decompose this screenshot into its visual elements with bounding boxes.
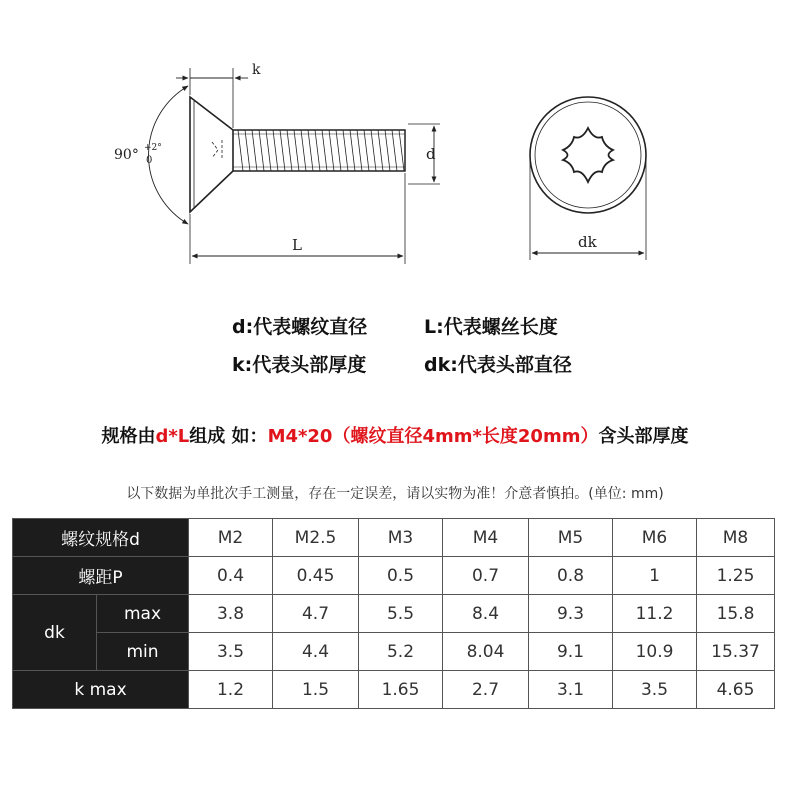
screw-drawing <box>0 0 790 290</box>
k-max-cell: 1.65 <box>359 671 443 709</box>
pitch-cell: 0.4 <box>189 557 273 595</box>
table-row-size <box>13 519 775 557</box>
spec-format: d*L <box>155 426 190 447</box>
dk-min-cell: 10.9 <box>613 633 697 671</box>
pitch-header: 螺距P <box>13 557 189 595</box>
pitch-cell: 0.5 <box>359 557 443 595</box>
dk-max-cell: 11.2 <box>613 595 697 633</box>
table-row-dk-max <box>13 595 775 633</box>
size-cell: M5 <box>529 519 613 557</box>
spec-example: M4*20（螺纹直径4mm*长度20mm） <box>267 426 599 447</box>
spec-suffix: 含头部厚度 <box>598 426 689 447</box>
dk-max-cell: 4.7 <box>273 595 359 633</box>
dk-max-cell: 3.8 <box>189 595 273 633</box>
size-cell: M6 <box>613 519 697 557</box>
angle-tol-plus: +2° <box>144 143 162 153</box>
dk-max-cell: 15.8 <box>697 595 775 633</box>
dk-header: dk <box>13 595 97 671</box>
dim-k-label: k <box>252 62 261 78</box>
screw-head-side <box>190 97 233 212</box>
legend-k: k:代表头部厚度 <box>232 354 367 376</box>
k-max-cell: 4.65 <box>697 671 775 709</box>
dk-min-cell: 5.2 <box>359 633 443 671</box>
dk-max-cell: 9.3 <box>529 595 613 633</box>
size-header: 螺纹规格d <box>13 519 189 557</box>
legend-d: d:代表螺纹直径 <box>232 316 368 338</box>
spec-prefix: 规格由 <box>101 426 156 447</box>
k-max-cell: 1.2 <box>189 671 273 709</box>
legend-dk: dk:代表头部直径 <box>424 354 572 376</box>
spec-table <box>12 518 775 709</box>
pitch-cell: 1 <box>613 557 697 595</box>
pitch-cell: 0.8 <box>529 557 613 595</box>
table-row-dk-min <box>13 633 775 671</box>
dk-min-cell: 4.4 <box>273 633 359 671</box>
table-row-pitch <box>13 557 775 595</box>
k-max-cell: 3.1 <box>529 671 613 709</box>
thread-lines <box>238 130 404 171</box>
dim-L-label: L <box>292 236 302 254</box>
dk-max-cell: 5.5 <box>359 595 443 633</box>
size-cell: M3 <box>359 519 443 557</box>
table-row-k-max <box>13 671 775 709</box>
size-cell: M2 <box>189 519 273 557</box>
dk-min-cell: 8.04 <box>443 633 529 671</box>
dk-min-header: min <box>97 633 189 671</box>
legend-L: L:代表螺丝长度 <box>424 316 558 338</box>
dk-min-cell: 15.37 <box>697 633 775 671</box>
pitch-cell: 0.45 <box>273 557 359 595</box>
angle-label: 90° <box>114 147 139 163</box>
torx-recess-icon <box>563 128 613 182</box>
size-cell: M4 <box>443 519 529 557</box>
spec-line <box>0 422 790 448</box>
measurement-note: 以下数据为单批次手工测量，存在一定误差，请以实物为准！介意者慎拍。(单位: mm) <box>126 486 664 502</box>
size-cell: M8 <box>697 519 775 557</box>
dk-max-header: max <box>97 595 189 633</box>
spec-middle: 组成 如： <box>189 426 268 447</box>
dim-d-label: d <box>426 145 436 163</box>
pitch-cell: 1.25 <box>697 557 775 595</box>
k-max-header: k max <box>13 671 189 709</box>
k-max-cell: 1.5 <box>273 671 359 709</box>
dim-dk-label: dk <box>578 233 597 251</box>
angle-tol-minus: 0 <box>146 155 153 166</box>
dk-max-cell: 8.4 <box>443 595 529 633</box>
dk-min-cell: 9.1 <box>529 633 613 671</box>
dk-min-cell: 3.5 <box>189 633 273 671</box>
pitch-cell: 0.7 <box>443 557 529 595</box>
k-max-cell: 3.5 <box>613 671 697 709</box>
size-cell: M2.5 <box>273 519 359 557</box>
k-max-cell: 2.7 <box>443 671 529 709</box>
